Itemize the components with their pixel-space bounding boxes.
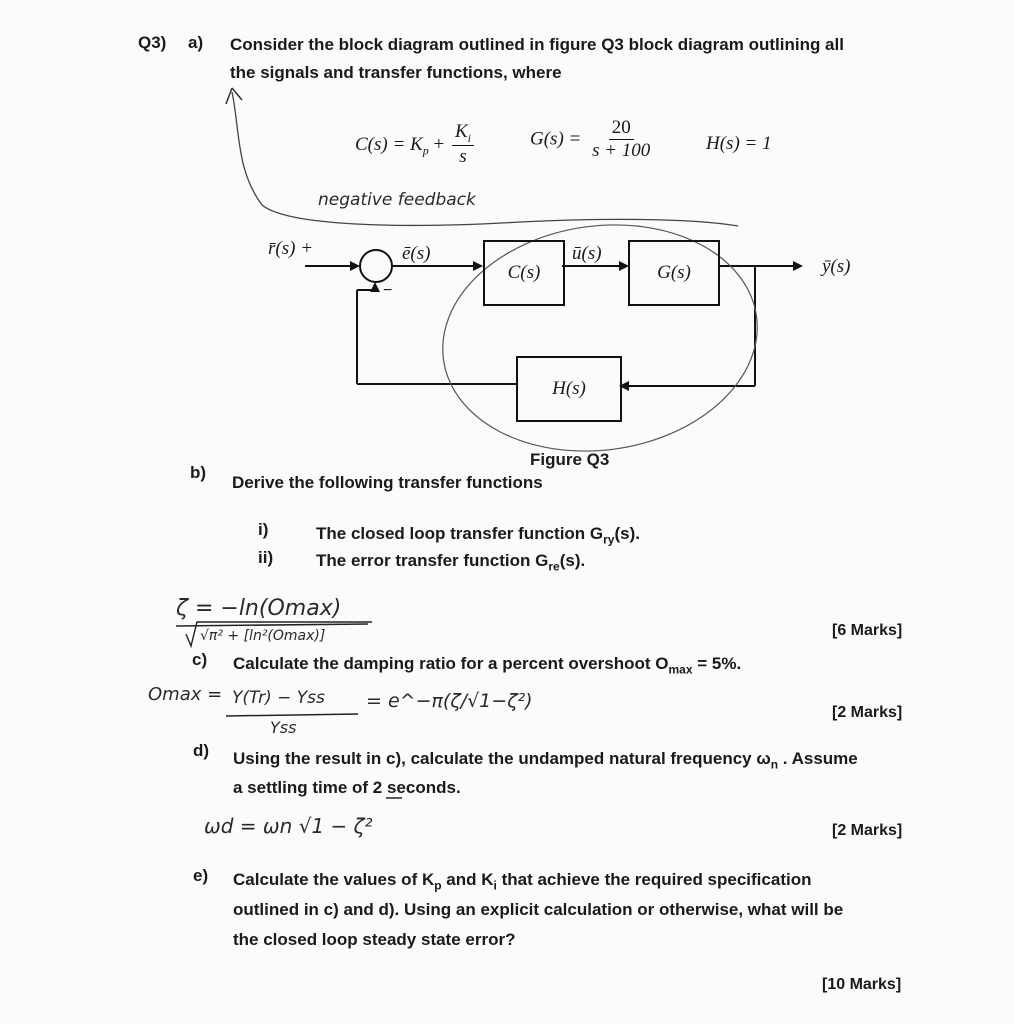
omax-formula-rhs: = e^−π(ζ/√1−ζ²) bbox=[366, 690, 533, 712]
part-d-marks: [2 Marks] bbox=[832, 822, 903, 839]
part-e-line1: Calculate the values of $K_p$ and $K_i$ that achieve the required specification bbox=[233, 870, 812, 893]
error-signal-label: ē(s) bbox=[402, 243, 431, 264]
part-b-label: b) bbox=[190, 463, 207, 482]
part-e-marks: [10 Marks] bbox=[822, 976, 902, 993]
question-number: Q3) bbox=[138, 33, 167, 52]
part-c-text: Calculate the damping ratio for a percent overshoot $O_{max} = 5\%$. bbox=[233, 654, 742, 677]
part-b-item-1-label: i) bbox=[258, 520, 269, 539]
part-d-label: d) bbox=[193, 741, 210, 760]
omax-formula-den: Yss bbox=[270, 718, 297, 737]
part-b-marks: [6 Marks] bbox=[832, 622, 903, 639]
feedback-block-label: H(s) bbox=[552, 378, 586, 399]
feedback-block bbox=[516, 356, 622, 422]
part-b-item-2-label: ii) bbox=[258, 548, 274, 567]
part-d-line1: Using the result in c), calculate the undamped natural frequency $\omega_n$ . Assume bbox=[233, 749, 858, 772]
plant-block bbox=[628, 240, 720, 306]
input-arrowhead bbox=[350, 261, 360, 271]
part-c-label: c) bbox=[192, 650, 208, 669]
summing-junction bbox=[360, 250, 392, 282]
output-signal-label: ȳ(s) bbox=[822, 256, 851, 277]
feedback-note: negative feedback bbox=[318, 190, 476, 210]
input-signal-label: r̄(s) + bbox=[268, 238, 314, 259]
part-b-item-1: The closed loop transfer function $G_{ry}(s)$. bbox=[316, 524, 640, 547]
controller-block-label: C(s) bbox=[507, 262, 541, 283]
sum-minus-sign: − bbox=[383, 282, 393, 299]
controller-equation: $C(s) = K_p$ + $\frac{K_i}{s}$ bbox=[355, 122, 477, 169]
part-a-line2: the signals and transfer functions, where bbox=[230, 63, 562, 82]
zeta-fraction-bar bbox=[176, 624, 368, 626]
pencil-arc bbox=[232, 92, 738, 226]
figure-caption: Figure Q3 bbox=[530, 450, 610, 469]
part-e-label: e) bbox=[193, 866, 209, 885]
plant-block-label: G(s) bbox=[657, 262, 691, 283]
part-c-marks: [2 Marks] bbox=[832, 704, 903, 721]
part-d-line2: a settling time of 2 seconds. bbox=[233, 778, 461, 797]
part-b-item-2: The error transfer function $G_{re}(s)$. bbox=[316, 551, 586, 574]
error-arrowhead bbox=[473, 261, 483, 271]
omax-fraction-bar bbox=[226, 714, 358, 716]
wd-formula: ωd = ωn √1 − ζ² bbox=[204, 814, 373, 838]
omax-formula-lhs: Omax = bbox=[148, 684, 223, 705]
part-e-line2: outlined in c) and d). Using an explicit calculation or otherwise, what will be bbox=[233, 900, 844, 919]
zeta-formula-top: ζ = −ln(Omax) bbox=[176, 596, 342, 621]
output-arrowhead bbox=[793, 261, 803, 271]
part-a-line1: Consider the block diagram outlined in figure Q3 block diagram outlining all bbox=[230, 35, 844, 54]
part-a-label: a) bbox=[188, 33, 204, 52]
zeta-formula-bottom: √π² + [ln²(Omax)] bbox=[200, 628, 326, 644]
plant-equation: G(s) = $\frac{20}{s + 100}$ bbox=[530, 117, 651, 161]
omax-formula-num: Y(Tr) − Yss bbox=[232, 688, 325, 708]
feedback-equation: H(s) = 1 bbox=[706, 133, 772, 154]
controller-block bbox=[483, 240, 565, 306]
part-b-text: Derive the following transfer functions bbox=[232, 473, 543, 492]
part-e-line3: the closed loop steady state error? bbox=[233, 930, 516, 949]
control-signal-label: ū(s) bbox=[572, 243, 602, 264]
